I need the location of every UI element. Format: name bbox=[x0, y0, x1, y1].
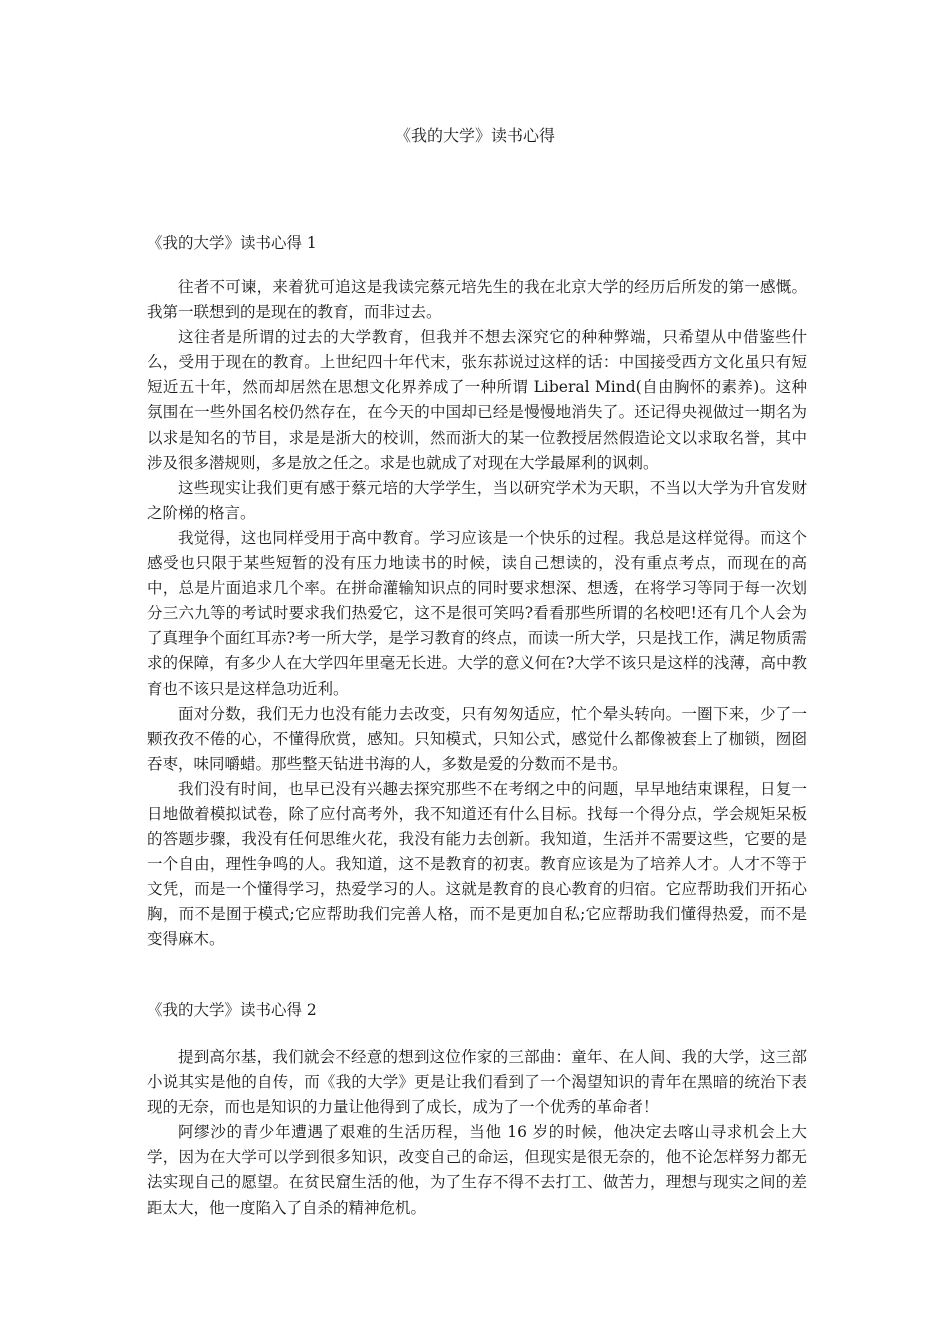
paragraph: 这些现实让我们更有感于蔡元培的大学学生，当以研究学术为天职，不当以大学为升官发财之阶梯的格言。 bbox=[147, 478, 807, 522]
paragraph: 我觉得，这也同样受用于高中教育。学习应该是一个快乐的过程。我总是这样觉得。而这个感受也只限于某些短暂的没有压力地读书的时候，读自己想读的，没有重点考点，而现在的高中，总是片面追求几个率。在拼命灌输知识点的同时要求想深、想透，在将学习等同于每一次划分三六九等的考试时要求我们热爱它，这不是很可笑吗?看看那些所谓的名校吧!还有几个人会为了真理争个面红耳赤?考一所大学，是学习教育的终点，而读一所大学，只是找工作，满足物质需求的保障，有多少人在大学四年里毫无长进。大学的意义何在?大学不该只是这样的浅薄，高中教育也不该只是这样急功近利。 bbox=[147, 528, 807, 698]
paragraph: 我们没有时间，也早已没有兴趣去探究那些不在考纲之中的问题，早早地结束课程，日复一日地做着模拟试卷，除了应付高考外，我不知道还有什么目标。找每一个得分点，学会规矩呆板的答题步骤，我没有任何思维火花，我没有能力去创新。我知道，生活并不需要这些，它要的是一个自由，理性争鸣的人。我知道，这不是教育的初衷。教育应该是为了培养人才。人才不等于文凭，而是一个懂得学习，热爱学习的人。这就是教育的良心教育的归宿。它应帮助我们开拓心胸，而不是囿于模式;它应帮助我们完善人格，而不是更加自私;它应帮助我们懂得热爱，而不是变得麻木。 bbox=[147, 779, 807, 949]
paragraph: 往者不可谏，来着犹可追这是我读完蔡元培先生的我在北京大学的经历后所发的第一感慨。我第一联想到的是现在的教育，而非过去。 bbox=[147, 278, 807, 322]
section-body-1 bbox=[147, 275, 807, 953]
section-heading-2: 《我的大学》读书心得 2 bbox=[147, 1001, 317, 1019]
section-heading-1: 《我的大学》读书心得 1 bbox=[147, 234, 317, 252]
paragraph: 阿缪沙的青少年遭遇了艰难的生活历程，当他 16 岁的时候，他决定去喀山寻求机会上大学，因为在大学可以学到很多知识，改变自己的命运，但现实是很无奈的，他不论怎样努力都无法实现自己的愿望。在贫民窟生活的他，为了生存不得不去打工、做苦力，理想与现实之间的差距太大，他一度陷入了自杀的精神危机。 bbox=[147, 1123, 807, 1217]
section-body-2 bbox=[147, 1045, 807, 1221]
document-title: 《我的大学》读书心得 bbox=[394, 126, 555, 145]
paragraph: 这往者是所谓的过去的大学教育，但我并不想去深究它的种种弊端，只希望从中借鉴些什么，受用于现在的教育。上世纪四十年代末，张东荪说过这样的话：中国接受西方文化虽只有短短近五十年，然而却居然在思想文化界养成了一种所谓 Liberal Mind(自由胸怀的素养)。这种氛围在一些外国名校仍然存在，在今天的中国却已经是慢慢地消失了。还记得央视做过一期名为以求是知名的节目，求是是浙大的校训，然而浙大的某一位教授居然假造论文以求取名誉，其中涉及很多潜规则，多是放之任之。求是也就成了对现在大学最犀利的讽刺。 bbox=[147, 328, 807, 472]
paragraph: 面对分数，我们无力也没有能力去改变，只有匆匆适应，忙个晕头转向。一圈下来，少了一颗孜孜不倦的心，不懂得欣赏，感知。只知模式，只知公式，感觉什么都像被套上了枷锁，囫囵吞枣，味同嚼蜡。那些整天钻进书海的人，多数是爱的分数而不是书。 bbox=[147, 704, 807, 773]
paragraph: 提到高尔基，我们就会不经意的想到这位作家的三部曲：童年、在人间、我的大学，这三部小说其实是他的自传，而《我的大学》更是让我们看到了一个渴望知识的青年在黑暗的统治下表现的无奈，而也是知识的力量让他得到了成长，成为了一个优秀的革命者！ bbox=[147, 1048, 807, 1117]
